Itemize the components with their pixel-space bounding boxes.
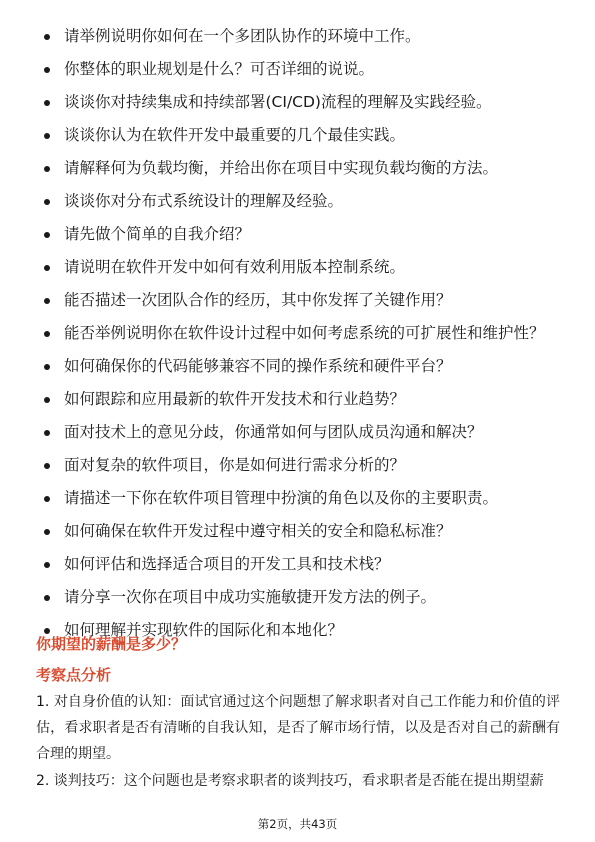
question-heading: 你期望的薪酬是多少？ (36, 635, 187, 653)
analysis-point: 1. 对自身价值的认知：面试官通过这个问题想了解求职者对自己工作能力和价值的评估，看求职者是否有清晰的自我认知，是否了解市场行情，以及是否对自己的薪酬有合理的期望。 (36, 694, 560, 762)
bullet-icon (44, 529, 50, 535)
bullet-icon (44, 199, 50, 205)
bullet-icon (44, 397, 50, 403)
bullet-icon (44, 265, 50, 271)
question-text: 如何理解并实现软件的国际化和本地化？ (64, 621, 344, 639)
question-text: 请描述一下你在软件项目管理中扮演的角色以及你的主要职责。 (64, 489, 499, 507)
question-text: 请说明在软件开发中如何有效利用版本控制系统。 (64, 258, 406, 276)
question-text: 面对技术上的意见分歧，你通常如何与团队成员沟通和解决？ (64, 423, 483, 441)
question-text: 能否举例说明你在软件设计过程中如何考虑系统的可扩展性和维护性？ (64, 324, 545, 342)
bullet-icon (44, 298, 50, 304)
bullet-icon (44, 34, 50, 40)
list-item (38, 420, 558, 445)
bullet-icon (44, 133, 50, 139)
question-text: 谈谈你对分布式系统设计的理解及经验。 (64, 192, 344, 210)
question-text: 谈谈你对持续集成和持续部署(CI/CD)流程的理解及实践经验。 (64, 93, 492, 111)
list-item (38, 453, 558, 478)
list-item (38, 156, 558, 181)
list-item (38, 486, 558, 511)
list-item (38, 57, 558, 82)
question-text: 如何跟踪和应用最新的软件开发技术和行业趋势？ (64, 390, 406, 408)
question-text: 如何确保在软件开发过程中遵守相关的安全和隐私标准？ (64, 522, 452, 540)
question-text: 谈谈你认为在软件开发中最重要的几个最佳实践。 (64, 126, 406, 144)
list-item (38, 552, 558, 577)
bullet-icon (44, 496, 50, 502)
question-text: 能否描述一次团队合作的经历，其中你发挥了关键作用？ (64, 291, 452, 309)
list-item (38, 288, 558, 313)
bullet-icon (44, 595, 50, 601)
list-item (38, 519, 558, 544)
question-text: 请解释何为负载均衡，并给出你在项目中实现负载均衡的方法。 (64, 159, 499, 177)
bullet-icon (44, 463, 50, 469)
question-text: 面对复杂的软件项目，你是如何进行需求分析的？ (64, 456, 406, 474)
bullet-icon (44, 166, 50, 172)
bullet-icon (44, 562, 50, 568)
list-item (38, 123, 558, 148)
question-text: 请分享一次你在项目中成功实施敏捷开发方法的例子。 (64, 588, 437, 606)
list-item (38, 354, 558, 379)
question-list (38, 24, 558, 651)
list-item (38, 585, 558, 610)
list-item (38, 90, 558, 115)
question-text: 如何确保你的代码能够兼容不同的操作系统和硬件平台？ (64, 357, 452, 375)
list-item (38, 321, 558, 346)
question-text: 请举例说明你如何在一个多团队协作的环境中工作。 (64, 27, 421, 45)
question-text: 你整体的职业规划是什么？可否详细的说说。 (64, 60, 375, 78)
question-text: 请先做个简单的自我介绍？ (64, 225, 251, 243)
bullet-icon (44, 232, 50, 238)
analysis-point: 2. 谈判技巧：这个问题也是考察求职者的谈判技巧，看求职者是否能在提出期望薪 (36, 773, 544, 789)
bullet-icon (44, 364, 50, 370)
page-number: 第2页，共43页 (257, 817, 338, 831)
bullet-icon (44, 100, 50, 106)
analysis-heading: 考察点分析 (36, 666, 112, 684)
list-item (38, 387, 558, 412)
bullet-icon (44, 430, 50, 436)
list-item (38, 222, 558, 247)
list-item (38, 24, 558, 49)
list-item (38, 189, 558, 214)
question-text: 如何评估和选择适合项目的开发工具和技术栈？ (64, 555, 390, 573)
bullet-icon (44, 331, 50, 337)
list-item (38, 255, 558, 280)
bullet-icon (44, 67, 50, 73)
